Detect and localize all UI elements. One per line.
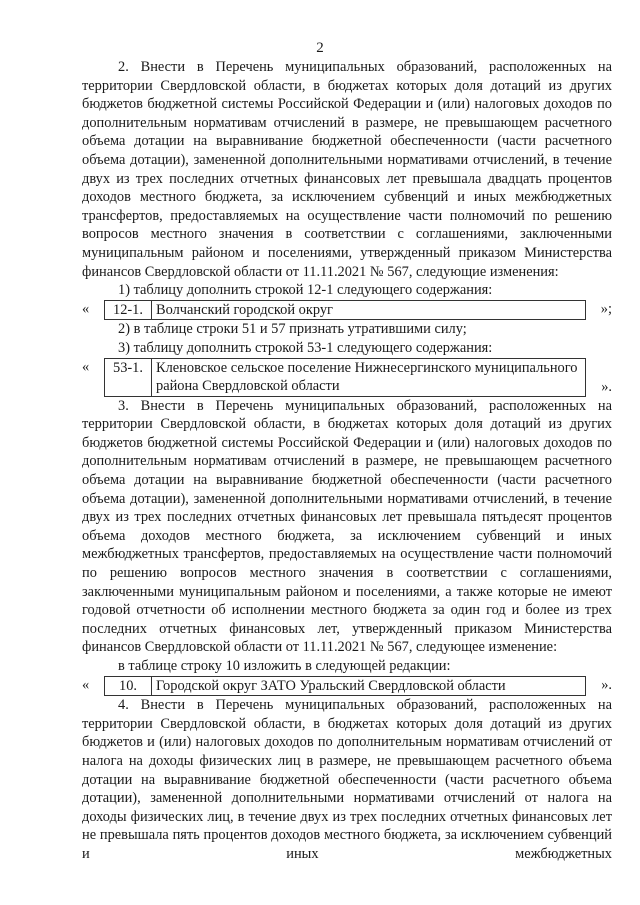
quote-open: « [82,676,90,693]
quote-close: ». [601,676,612,693]
table-cells [104,676,586,697]
section-2-item-3: 3) таблицу дополнить строкой 53-1 следующего содержания: [118,339,493,356]
section-3-item-1: в таблице строку 10 изложить в следующей редакции: [118,658,451,674]
quote-open: « [82,358,90,375]
row-number: 12-1. [105,301,152,320]
section-2-item-1: 1) таблицу дополнить строкой 12-1 следующего содержания: [118,282,493,299]
section-4-paragraph: 4. Внести в Перечень муниципальных образований, расположенных на территории Свердловской области, в бюджетах которых доля дотаций из других бюджетов и (или) налоговых доходов по дополнительным нормативам отчислений от налога на доходы физических лиц в размере, не превышающем расчетного объема дотации на выравнивание бюджетной обеспеченности (части расчетного объема дотации), замененной дополнительными нормативами отчислений от налога на доходы физических лиц, в течение двух из трех последних отчетных финансовых лет не превышала пять процентов доходов местного бюджета, за исключением субвенций и иных межбюджетных [82,697,612,862]
row-number: 10. [105,677,152,696]
table-row-10 [82,676,612,697]
page-number: 2 [316,40,324,56]
row-name: Кленовское сельское поселение Нижнесергинского муниципального района Свердловской области [156,359,578,395]
quote-close: ». [601,379,612,396]
quote-open: « [82,300,90,317]
table-row-53-1 [82,358,612,397]
section-2-item-2: 2) в таблице строки 51 и 57 признать утратившими силу; [118,321,467,338]
quote-close: »; [600,300,612,317]
row-name: Волчанский городской округ [156,301,333,318]
table-cells [104,358,586,397]
row-name: Городской округ ЗАТО Уральский Свердловской области [156,677,506,694]
document-body [82,58,612,864]
row-number: 53-1. [105,359,152,396]
section-3-paragraph: 3. Внести в Перечень муниципальных образований, расположенных на территории Свердловской области, в бюджетах которых доля дотаций из других бюджетов бюджетной системы Российской Федерации и (или) налоговых доходов по дополнительным нормативам отчислений в размере, не превышающем расчетного объема дотации на выравнивание бюджетной обеспеченности (части расчетного объема дотации), замененной дополнительными нормативами отчислений, в течение двух из трех последних отчетных финансовых лет превышала пятьдесят процентов объема доходов местного бюджета, за исключением субвенций и иных межбюджетных трансфертов, предоставляемых на осуществление части полномочий по решению вопросов местного значения в соответствии с соглашениями, заключенными муниципальным районом и поселениями, а также которые не имеют годовой отчетности об исполнении местного бюджета за один год и более из трех последних отчетных финансовых лет, утвержденный приказом Министерства финансов Свердловской области от 11.11.2021 № 567, следующее изменение: [82,397,612,656]
table-row-12-1 [82,300,612,321]
table-cells [104,300,586,321]
section-2-paragraph: 2. Внести в Перечень муниципальных образований, расположенных на территории Свердловской области, в бюджетах которых доля дотаций из других бюджетов бюджетной системы Российской Федерации и (или) налоговых доходов по дополнительным нормативам отчислений в размере, не превышающем расчетного объема дотации на выравнивание бюджетной обеспеченности (части расчетного объема дотации), замененной дополнительными нормативами отчислений, в течение двух из трех последних отчетных финансовых лет превышала двадцать процентов доходов местного бюджета, за исключением субвенций и иных межбюджетных трансфертов, предоставляемых на осуществление части полномочий по решению вопросов местного значения в соответствии с соглашениями, заключенными муниципальным районом и поселениями, утвержденный приказом Министерства финансов Свердловской области от 11.11.2021 № 567, следующие изменения: [82,59,612,280]
